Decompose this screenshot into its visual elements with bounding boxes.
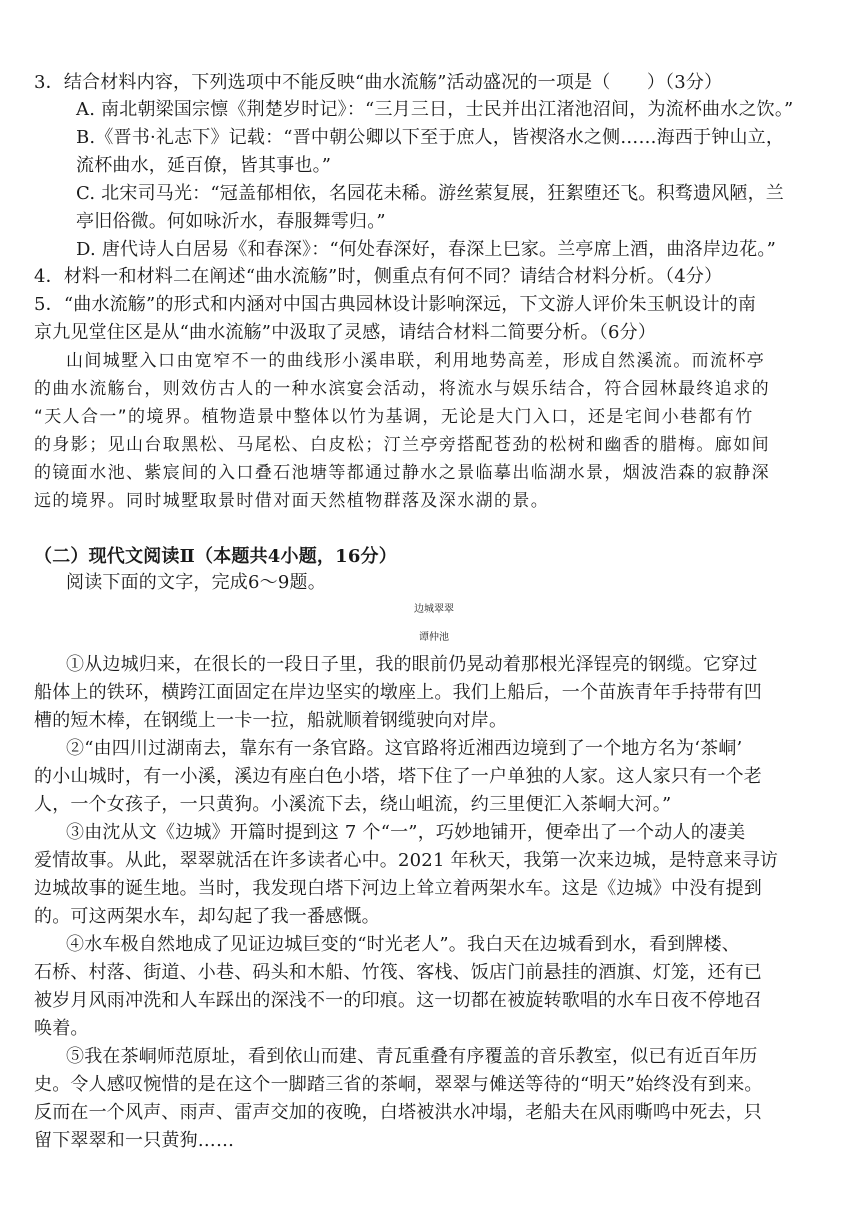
question-5-passage-line: 的镜面水池、紫宸间的入口叠石池塘等都通过静水之景临摹出临湖水景，烟波浩森的寂静深 [34,463,770,483]
question-3-stem: 3．结合材料内容，下列选项中不能反映“曲水流觞”活动盛况的一项是（ ）（3分） [34,72,723,93]
question-5-passage-line: “天人合一”的境界。植物造景中整体以竹为基调，无论是大门入口，还是宅间小巷都有竹 [34,407,754,427]
question-5-line-2: 京九见堂住区是从“曲水流觞”中汲取了灵感，请结合材料二简要分析。（6分） [34,322,657,343]
question-3-option-b-line-2: 流杯曲水，延百僚，皆其事也。” [76,155,332,176]
question-3-option-c-line-2: 亭旧俗微。何如咏沂水，春服舞雩归。” [76,211,386,232]
section-2-heading: （二）现代文阅读Ⅱ（本题共4小题，16分） [34,546,397,567]
question-3-option-b-line-1: B.《晋书·礼志下》记载：“晋中朝公卿以下至于庶人，皆禊洛水之侧……海西于钟山立， [76,127,785,148]
article-line: ①从边城归来，在很长的一段日子里，我的眼前仍晃动着那根光泽锃亮的钢缆。它穿过 [66,654,758,675]
article-line: 槽的短木棒，在钢缆上一卡一拉，船就顺着钢缆驶向对岸。 [34,710,508,731]
article-line: 的小山城时，有一小溪，溪边有座白色小塔，塔下住了一户单独的人家。这人家只有一个老 [34,766,762,787]
article-line: 爱情故事。从此，翠翠就活在许多读者心中。2021 年秋天，我第一次来边城，是特意来寻访 [34,850,779,871]
article-author: 谭仲池 [419,632,449,643]
question-5-line-1: 5．“曲水流觞”的形式和内涵对中国古典园林设计影响深远，下文游人评价朱玉帆设计的南 [34,294,757,315]
article-line: ②“由四川过湖南去，靠东有一条官路。这官路将近湘西边境到了一个地方名为‘茶峒’ [66,738,743,759]
article-line: 石桥、村落、街道、小巷、码头和木船、竹筏、客栈、饭店门前悬挂的酒旗、灯笼，还有已 [34,962,762,983]
question-5-passage-line: 远的境界。同时城墅取景时借对面天然植物群落及深水湖的景。 [34,491,550,511]
question-3-option-a: A. 南北朝梁国宗懔《荆楚岁时记》：“三月三日，士民并出江渚池沼间，为流杯曲水之饮。” [76,99,794,120]
article-line: 的。可这两架水车，却勾起了我一番感慨。 [34,906,380,927]
question-4: 4．材料一和材料二在阐述“曲水流觞”时，侧重点有何不同？请结合材料分析。（4分） [34,266,723,287]
question-5-passage-line: 的身影；见山台取黑松、马尾松、白皮松；汀兰亭旁搭配苍劲的松树和幽香的腊梅。廊如间 [34,435,770,455]
article-line: 被岁月风雨冲洗和人车踩出的深浅不一的印痕。这一切都在被旋转歌唱的水车日夜不停地召 [34,990,762,1011]
article-line: ⑤我在茶峒师范原址，看到依山而建、青瓦重叠有序覆盖的音乐教室，似已有近百年历 [66,1046,758,1067]
article-line: ④水车极自然地成了见证边城巨变的“时光老人”。我白天在边城看到水，看到牌楼、 [66,934,741,955]
article-line: 船体上的铁环，横跨江面固定在岸边坚实的墩座上。我们上船后，一个苗族青年手持带有凹 [34,682,762,703]
article-line: 史。令人感叹惋惜的是在这个一脚踏三省的茶峒，翠翠与傩送等待的“明天”始终没有到来。 [34,1074,763,1095]
section-2-instruction: 阅读下面的文字，完成6～9题。 [66,572,326,593]
article-line: 留下翠翠和一只黄狗…… [34,1130,235,1151]
article-line: 边城故事的诞生地。当时，我发现白塔下河边上耸立着两架水车。这是《边城》中没有提到 [34,878,762,899]
article-title: 边城翠翠 [414,604,454,615]
article-line: ③由沈从文《边城》开篇时提到这 7 个“一”，巧妙地铺开，便牵出了一个动人的凄美 [66,822,746,843]
question-5-passage-line: 的曲水流觞台，则效仿古人的一种水滨宴会活动，将流水与娱乐结合，符合园林最终追求的 [34,379,770,399]
question-3-option-c-line-1: C. 北宋司马光：“冠盖郁相依，名园花未稀。游丝萦复展，狂絮堕还飞。积骛遗风陋，兰 [76,183,784,204]
question-5-passage-line: 山间城墅入口由宽窄不一的曲线形小溪串联，利用地势高差，形成自然溪流。而流杯亭 [66,351,766,371]
question-3-option-d: D. 唐代诗人白居易《和春深》：“何处春深好，春深上巳家。兰亭席上酒，曲洛岸边花。” [76,239,777,260]
article-line: 唤着。 [34,1018,89,1039]
article-line: 反而在一个风声、雨声、雷声交加的夜晚，白塔被洪水冲塌，老船夫在风雨嘶鸣中死去，只 [34,1102,762,1123]
article-line: 人，一个女孩子，一只黄狗。小溪流下去，绕山岨流，约三里便汇入茶峒大河。” [34,794,672,815]
